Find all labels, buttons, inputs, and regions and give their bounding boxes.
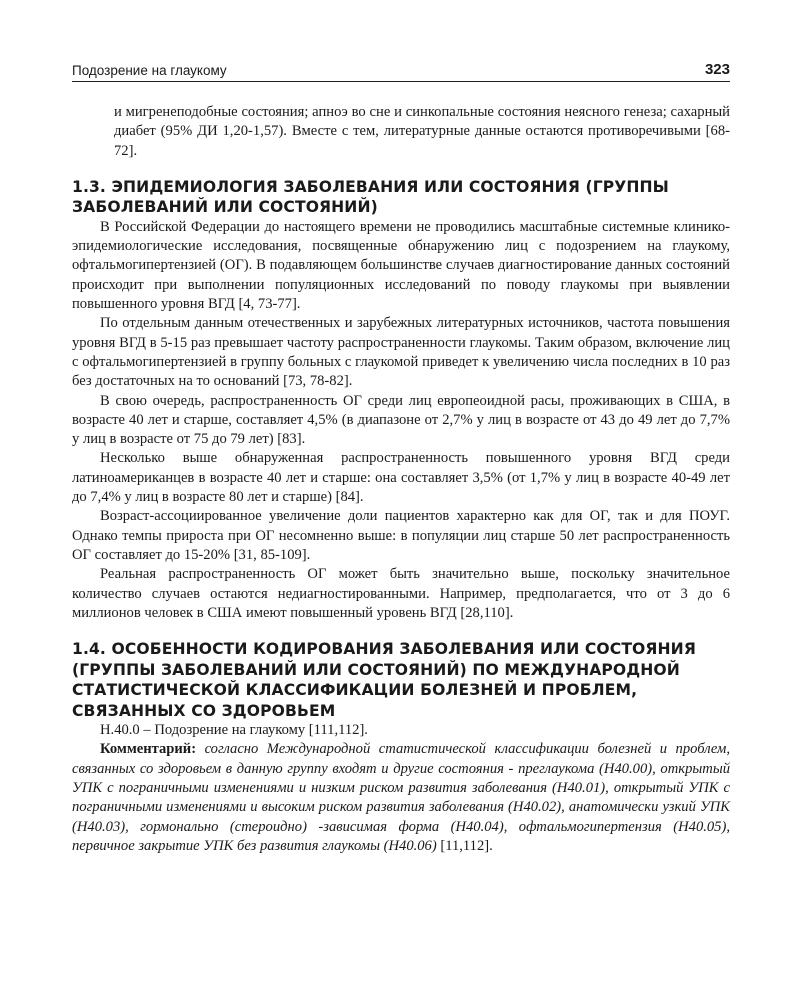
section-1-3-heading: 1.3. ЭПИДЕМИОЛОГИЯ ЗАБОЛЕВАНИЯ ИЛИ СОСТОЯНИЯ (ГРУППЫ ЗАБОЛЕВАНИЙ ИЛИ СОСТОЯНИЙ) (72, 177, 669, 217)
comment-paragraph (72, 740, 730, 856)
section-1-4-heading: 1.4. ОСОБЕННОСТИ КОДИРОВАНИЯ ЗАБОЛЕВАНИЯ ИЛИ СОСТОЯНИЯ (ГРУППЫ ЗАБОЛЕВАНИЙ ИЛИ СОСТОЯНИЙ) ПО МЕЖДУНАРОДНОЙ СТАТИСТИЧЕСКОЙ КЛАССИФИКАЦИИ БОЛЕЗНЕЙ И ПРОБЛЕМ, СВЯЗАННЫХ СО ЗДОРОВЬЕМ (72, 640, 696, 720)
section-1-3-paragraph-5: Возраст-ассоциированное увеличение доли пациентов характерно как для ОГ, так и для ПОУГ. Однако темпы прироста при ОГ несомненно выше: в популяции лиц старше 50 лет распространенность ОГ составляет до 15-20% [31, 85-109]. (72, 508, 730, 563)
section-1-3-paragraph-2: По отдельным данным отечественных и зарубежных литературных источников, частота повышения уровня ВГД в 5-15 раз превышает частоту распространенности глаукомы. Таким образом, включение лиц с офтальмогипертензией в группу больных с глаукомой приведет к увеличению числа последних в 10 раз без достаточных на то оснований [73, 78-82]. (72, 315, 730, 390)
running-title: Подозрение на глаукому (72, 63, 227, 78)
section-1-3-paragraph-3: В свою очередь, распространенность ОГ среди лиц европеоидной расы, проживающих в США, в возрасте 40 лет и старше, составляет 4,5% (в диапазоне от 2,7% у лиц в возрасте от 43 до 49 лет до 7,7% у лиц в возрасте от 75 до 79 лет) [83]. (72, 392, 730, 448)
comment-label: Комментарий: (100, 741, 197, 758)
icd-code-line: Н.40.0 – Подозрение на глаукому [111,112]. (100, 722, 368, 739)
intro-paragraph: и мигренеподобные состояния; апноэ во сне и синкопальные состояния неясного генеза; сахарный диабет (95% ДИ 1,20-1,57). Вместе с тем, литературные данные остаются противоречивыми [68-72]. (114, 104, 730, 159)
page-body (72, 103, 730, 856)
section-1-3-paragraph-6: Реальная распространенность ОГ может быть значительно выше, поскольку значительное количество случаев остаются недиагностированными. Например, предполагается, что от 3 до 6 миллионов человек в США имеют повышенный уровень ВГД [28,110]. (72, 566, 730, 621)
comment-text: согласно Международной статистической классификации болезней и проблем, связанных со здоровьем в данную группу входят и другие состояния - преглаукома (Н40.00), открытый УПК с пограничными изменениями и низким риском развития заболевания (Н40.01), открытый УПК с пограничными изменениями и высоким риском развития заболевания (Н40.02), анатомически узкий УПК (Н40.03), гормонально (стероидно) -зависимая форма (Н40.04), офтальмогипертензия (Н40.05), первичное закрытие УПК без развития глаукомы (Н40.06) (72, 741, 730, 854)
page-number: 323 (704, 61, 730, 78)
running-header (72, 58, 730, 82)
section-1-3-paragraph-4: Несколько выше обнаруженная распространенность повышенного уровня ВГД среди латиноамериканцев в возрасте 40 лет и старше: она составляет 3,5% (от 1,7% у лиц в возрасте 40-49 лет до 7,4% у лиц в возрасте 80 лет и старше) [84]. (72, 450, 730, 506)
section-1-3-paragraph-1: В Российской Федерации до настоящего времени не проводились масштабные системные клинико-эпидемиологические исследования, посвященные обнаружению лиц с подозрением на глаукому, офтальмогипертензией (ОГ). В подавляющем большинстве случаев диагностирование данных состояний происходит при выполнении популяционных исследований по поводу глаукомы при выявлении повышенного уровня ВГД [4, 73-77]. (72, 218, 730, 313)
document-page (72, 58, 730, 856)
comment-references: [11,112]. (436, 837, 493, 854)
